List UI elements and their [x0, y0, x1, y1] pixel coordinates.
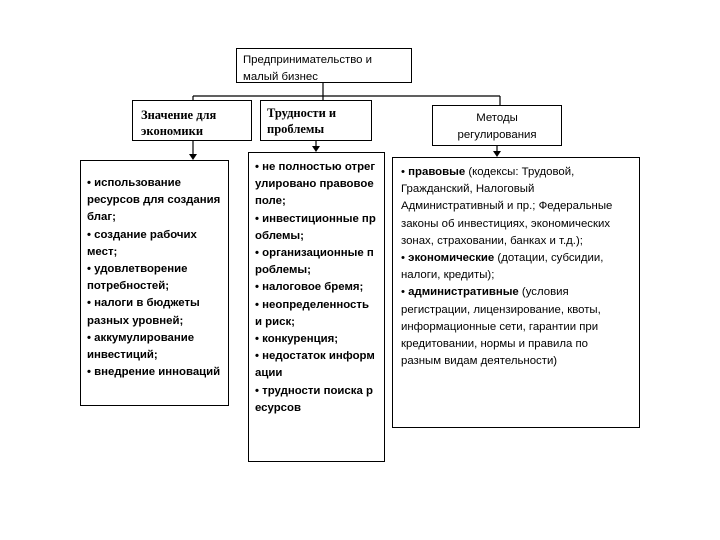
method-bullet: • [401, 166, 409, 178]
economy-item: • удовлетворение потребностей; [87, 263, 188, 293]
economy-header-box [132, 100, 252, 141]
method-bullet: • [401, 286, 409, 299]
economy-item: • налоги в бюджеты разных уровней; [87, 297, 200, 327]
difficulty-item: • инвестиционные проблемы; [255, 212, 376, 242]
method-bullet: • [401, 252, 409, 265]
difficulties-header: Трудности и проблемы [267, 106, 337, 136]
method-item [401, 164, 631, 250]
difficulty-item: • организационные проблемы; [255, 247, 374, 277]
economy-item: • создание рабочих мест; [87, 228, 197, 258]
methods-list-box [392, 157, 640, 428]
method-name: экономические [408, 252, 495, 265]
method-detail: (дотации, субсидии, налоги, кредиты); [401, 252, 604, 282]
economy-list-box [80, 160, 229, 406]
root-box [236, 48, 412, 83]
method-name: правовые [408, 166, 466, 178]
difficulty-item: • неопределенность и риск; [255, 298, 369, 328]
difficulties-header-box [260, 100, 372, 141]
method-detail: (условия регистрации, лицензирование, квоты, информационные сети, гарантии при кредитовании, нормы и правила по разным видам деятельности) [401, 286, 601, 368]
difficulties-list-box [248, 152, 385, 462]
difficulty-item: • трудности поиска ресурсов [255, 384, 373, 414]
method-detail: (кодексы: Трудовой, Гражданский, Налоговый Административный и пр.; Федеральные законы об инвестициях, экономических зонах, страховании, банках и т.д.); [401, 166, 613, 247]
difficulty-item: • конкуренция; [255, 333, 339, 346]
economy-item: • аккумулирование инвестиций; [87, 331, 195, 362]
difficulty-item: • налоговое бремя; [255, 281, 364, 294]
difficulty-item: • не полностью отрегулировано правовое поле; [255, 161, 376, 208]
economy-header: Значение для экономики [141, 108, 217, 138]
methods-header-box [432, 105, 562, 146]
difficulty-item: • недостаток информации [255, 350, 375, 380]
economy-item: • использование ресурсов для создания благ; [87, 177, 221, 224]
economy-item: • внедрение инноваций [87, 366, 221, 379]
root-label: Предпринимательство и малый бизнес [243, 54, 373, 84]
methods-header: Методы регулирования [457, 112, 537, 142]
method-name: административные [408, 286, 519, 299]
method-item [401, 284, 631, 370]
method-item [401, 250, 631, 284]
